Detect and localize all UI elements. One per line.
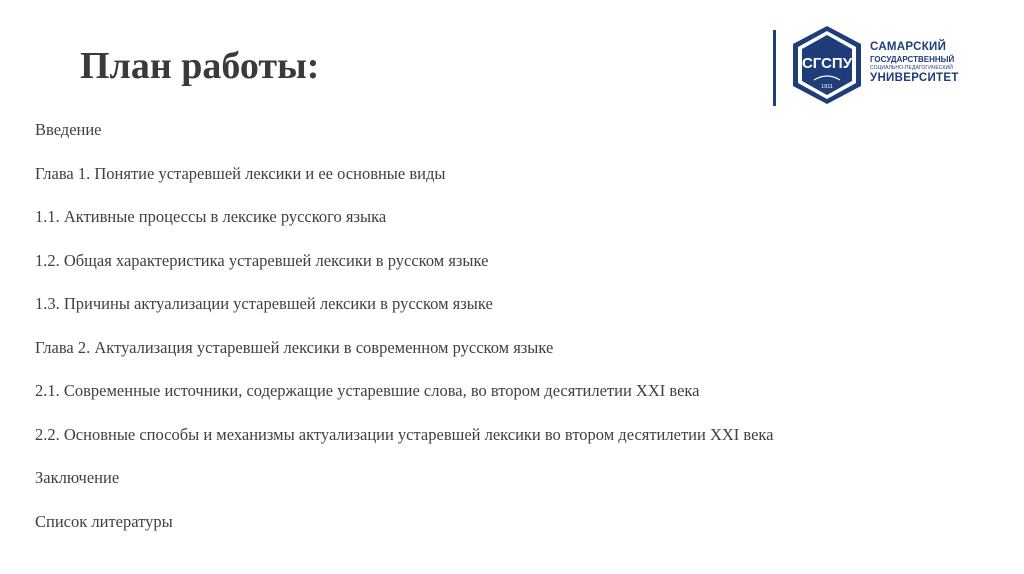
university-logo-emblem (790, 24, 864, 106)
plan-item-conclusion: Заключение (35, 468, 120, 487)
plan-list (35, 120, 774, 555)
logo-line-2: ГОСУДАРСТВЕННЫЙ (870, 54, 955, 64)
plan-item-references: Список литературы (35, 511, 173, 531)
plan-item-introduction: Введение (35, 120, 102, 139)
svg-text:1911: 1911 (821, 84, 833, 90)
plan-item-section-2-2: 2.2. Основные способы и механизмы актуализации устаревшей лексики во втором десятилетии XXI века (35, 424, 774, 444)
svg-text:СГСПУ: СГСПУ (801, 55, 853, 72)
plan-item-section-1-3: 1.3. Причины актуализации устаревшей лексики в русском языке (35, 294, 493, 313)
slide-title: План работы: (80, 45, 320, 87)
plan-item-section-1-1: 1.1. Активные процессы в лексике русского языка (35, 207, 387, 226)
logo-line-1: САМАРСКИЙ (870, 41, 947, 53)
plan-item-chapter-1: Глава 1. Понятие устаревшей лексики и ее основные виды (35, 163, 446, 183)
plan-item-section-1-2: 1.2. Общая характеристика устаревшей лексики в русском языке (35, 250, 489, 270)
plan-item-chapter-2: Глава 2. Актуализация устаревшей лексики в современном русском языке (35, 337, 554, 357)
plan-item-section-2-1: 2.1. Современные источники, содержащие устаревшие слова, во втором десятилетии XXI века (35, 381, 700, 400)
logo-divider (773, 30, 776, 106)
university-logo-text (870, 42, 959, 84)
logo-line-3: СОЦИАЛЬНО-ПЕДАГОГИЧЕСКИЙ (870, 64, 953, 71)
logo-line-4: УНИВЕРСИТЕТ (870, 71, 959, 84)
